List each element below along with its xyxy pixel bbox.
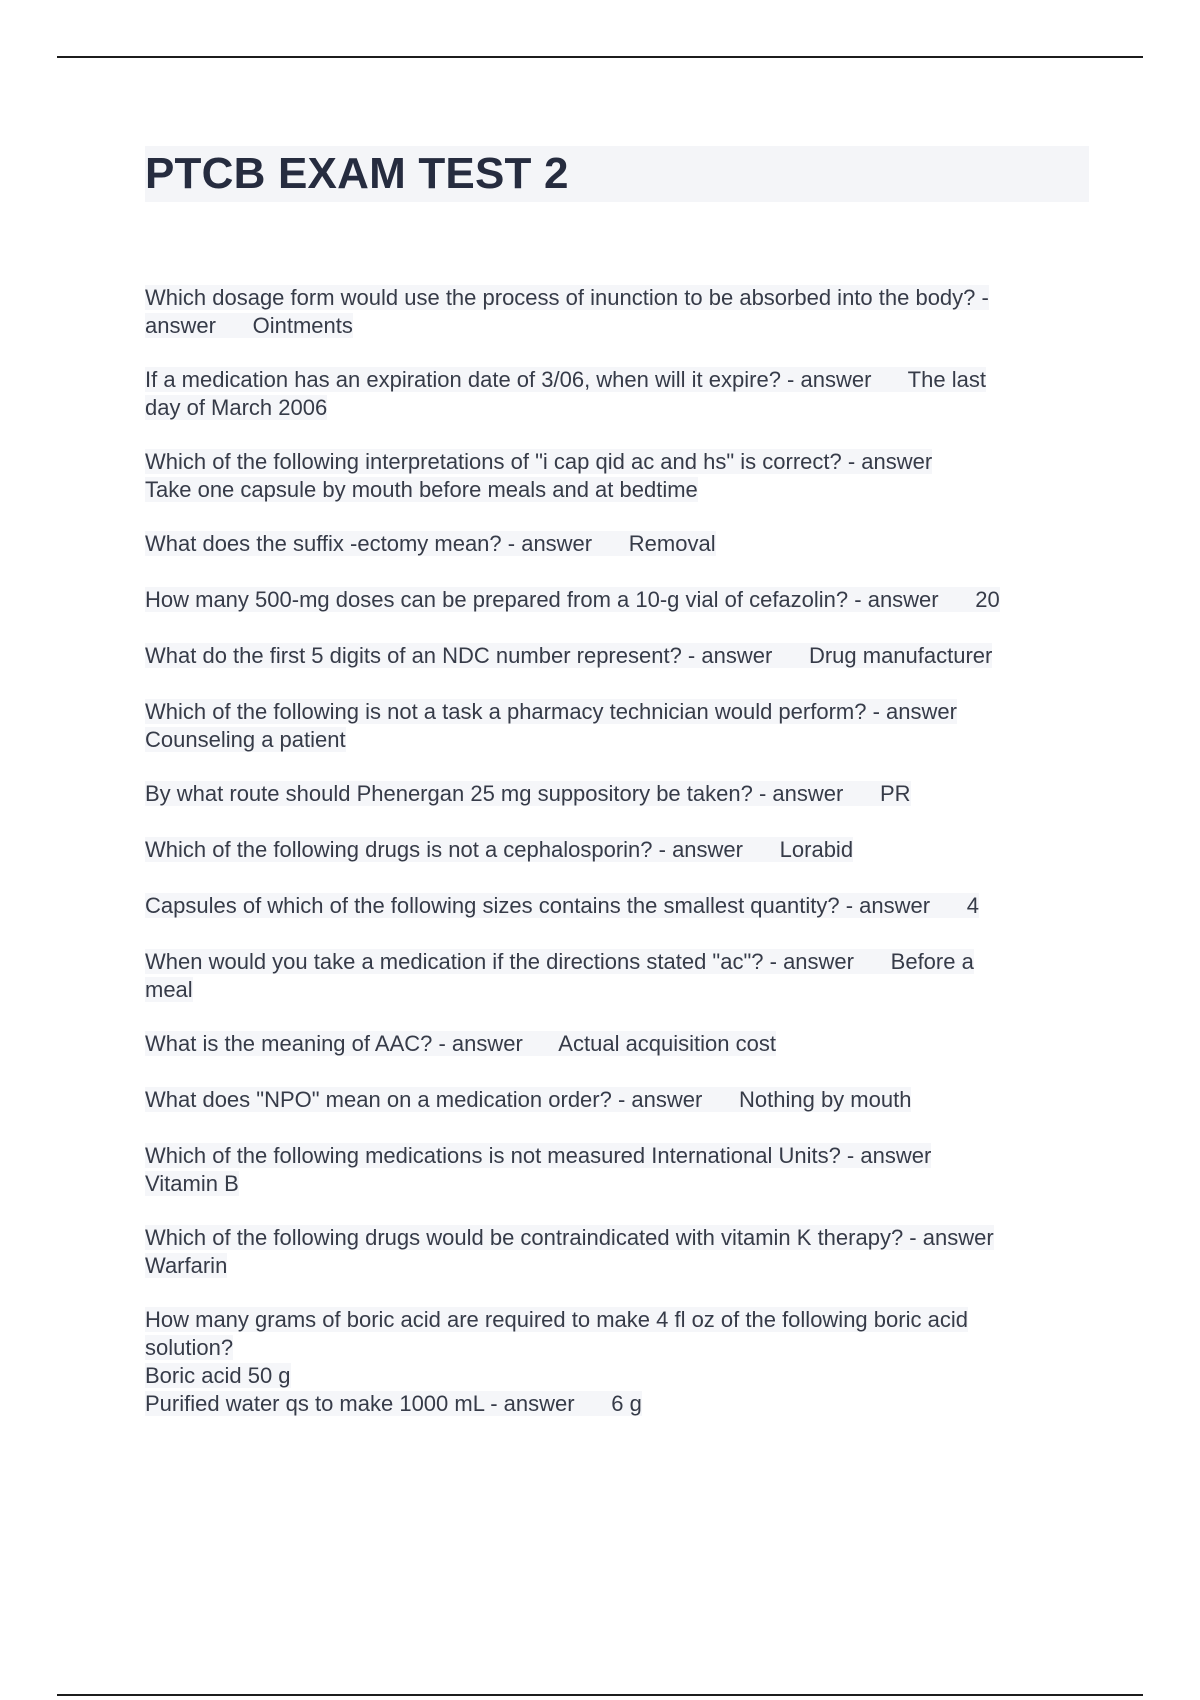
qa-item (145, 1030, 1085, 1058)
qa-item (145, 284, 1085, 340)
qa-text: What does the suffix -ectomy mean? - answer Removal (145, 531, 716, 556)
qa-text: If a medication has an expiration date of 3/06, when will it expire? - answer The last day of March 2006 (145, 367, 986, 420)
qa-item (145, 530, 1085, 558)
qa-item (145, 1142, 1085, 1198)
qa-item (145, 586, 1085, 614)
page-title: PTCB EXAM TEST 2 (145, 149, 569, 198)
qa-item (145, 780, 1085, 808)
qa-text: Which of the following interpretations of "i cap qid ac and hs" is correct? - answer Take one capsule by mouth before meals and at bedtime (145, 449, 933, 502)
qa-text: When would you take a medication if the directions stated "ac"? - answer Before a meal (145, 949, 974, 1002)
qa-text: Which of the following drugs would be contraindicated with vitamin K therapy? - answer Warfarin (145, 1225, 994, 1278)
qa-item (145, 1306, 1085, 1418)
qa-text: What does "NPO" mean on a medication order? - answer Nothing by mouth (145, 1087, 912, 1112)
qa-text: Which of the following is not a task a pharmacy technician would perform? - answer Counseling a patient (145, 699, 957, 752)
qa-text: Which of the following medications is not measured International Units? - answer Vitamin B (145, 1143, 932, 1196)
qa-item (145, 366, 1085, 422)
qa-text: What is the meaning of AAC? - answer Actual acquisition cost (145, 1031, 776, 1056)
qa-text: Capsules of which of the following sizes contains the smallest quantity? - answer 4 (145, 893, 979, 918)
qa-item (145, 948, 1085, 1004)
top-divider (57, 56, 1143, 58)
qa-text: By what route should Phenergan 25 mg suppository be taken? - answer PR (145, 781, 911, 806)
qa-text: How many grams of boric acid are required to make 4 fl oz of the following boric acid solution? Boric acid 50 g Purified water qs to make 1000 mL - answer 6 g (145, 1307, 968, 1416)
qa-text: Which dosage form would use the process of inunction to be absorbed into the body? - answer Ointments (145, 285, 989, 338)
qa-item (145, 448, 1085, 504)
qa-item (145, 698, 1085, 754)
qa-text: What do the first 5 digits of an NDC number represent? - answer Drug manufacturer (145, 643, 993, 668)
qa-text: Which of the following drugs is not a cephalosporin? - answer Lorabid (145, 837, 854, 862)
qa-item (145, 1086, 1085, 1114)
qa-item (145, 1224, 1085, 1280)
qa-item (145, 642, 1085, 670)
question-answer-list (145, 284, 1085, 1418)
bottom-divider (57, 1694, 1143, 1696)
qa-item (145, 892, 1085, 920)
qa-item (145, 836, 1085, 864)
qa-text: How many 500-mg doses can be prepared from a 10-g vial of cefazolin? - answer 20 (145, 587, 1000, 612)
